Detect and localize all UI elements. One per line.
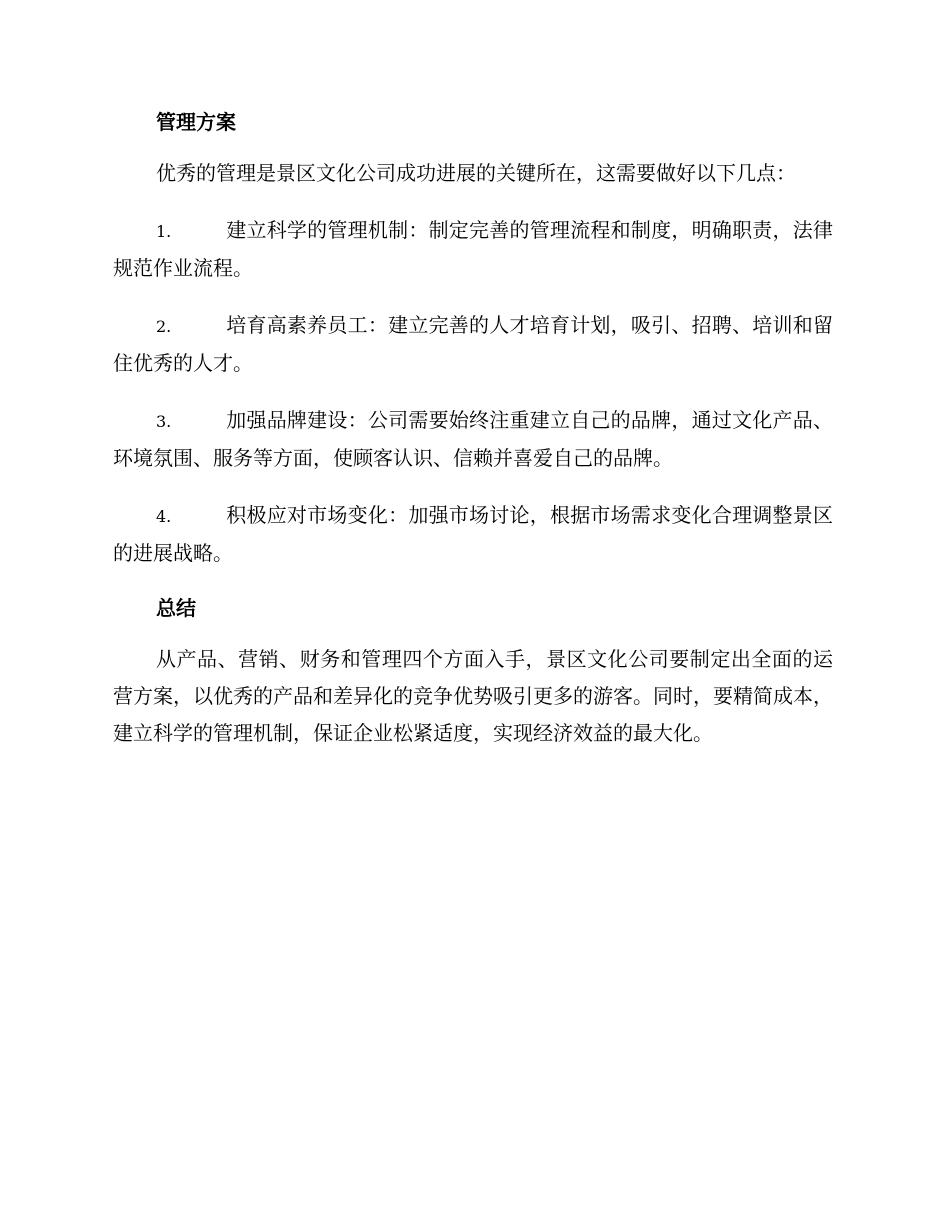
list-item-number: 1. — [156, 222, 172, 241]
list-item-1 — [113, 212, 833, 287]
list-item-2 — [113, 307, 833, 382]
management-intro-paragraph: 优秀的管理是景区文化公司成功进展的关键所在，这需要做好以下几点： — [156, 161, 796, 185]
section-heading-summary: 总结 — [156, 596, 196, 620]
list-item-number: 2. — [156, 317, 172, 336]
summary-paragraph: 从产品、营销、财务和管理四个方面入手，景区文化公司要制定出全面的运营方案，以优秀的产品和差异化的竞争优势吸引更多的游客。同时，要精简成本，建立科学的管理机制，保证企业松紧适度，实现经济效益的最大化。 — [113, 647, 833, 745]
list-item-number: 3. — [156, 412, 172, 431]
list-item-4 — [113, 497, 833, 572]
document-content — [113, 106, 833, 772]
list-item-number: 4. — [156, 507, 172, 526]
section-heading-management: 管理方案 — [156, 110, 236, 134]
list-item-text: 积极应对市场变化：加强市场讨论，根据市场需求变化合理调整景区的进展战略。 — [113, 503, 833, 565]
list-item-text: 培育高素养员工：建立完善的人才培育计划，吸引、招聘、培训和留住优秀的人才。 — [113, 313, 833, 375]
list-item-text: 加强品牌建设：公司需要始终注重建立自己的品牌，通过文化产品、环境氛围、服务等方面，使顾客认识、信赖并喜爱自己的品牌。 — [113, 408, 833, 470]
list-item-text: 建立科学的管理机制：制定完善的管理流程和制度，明确职责，法律规范作业流程。 — [113, 218, 833, 280]
list-item-3 — [113, 402, 833, 477]
